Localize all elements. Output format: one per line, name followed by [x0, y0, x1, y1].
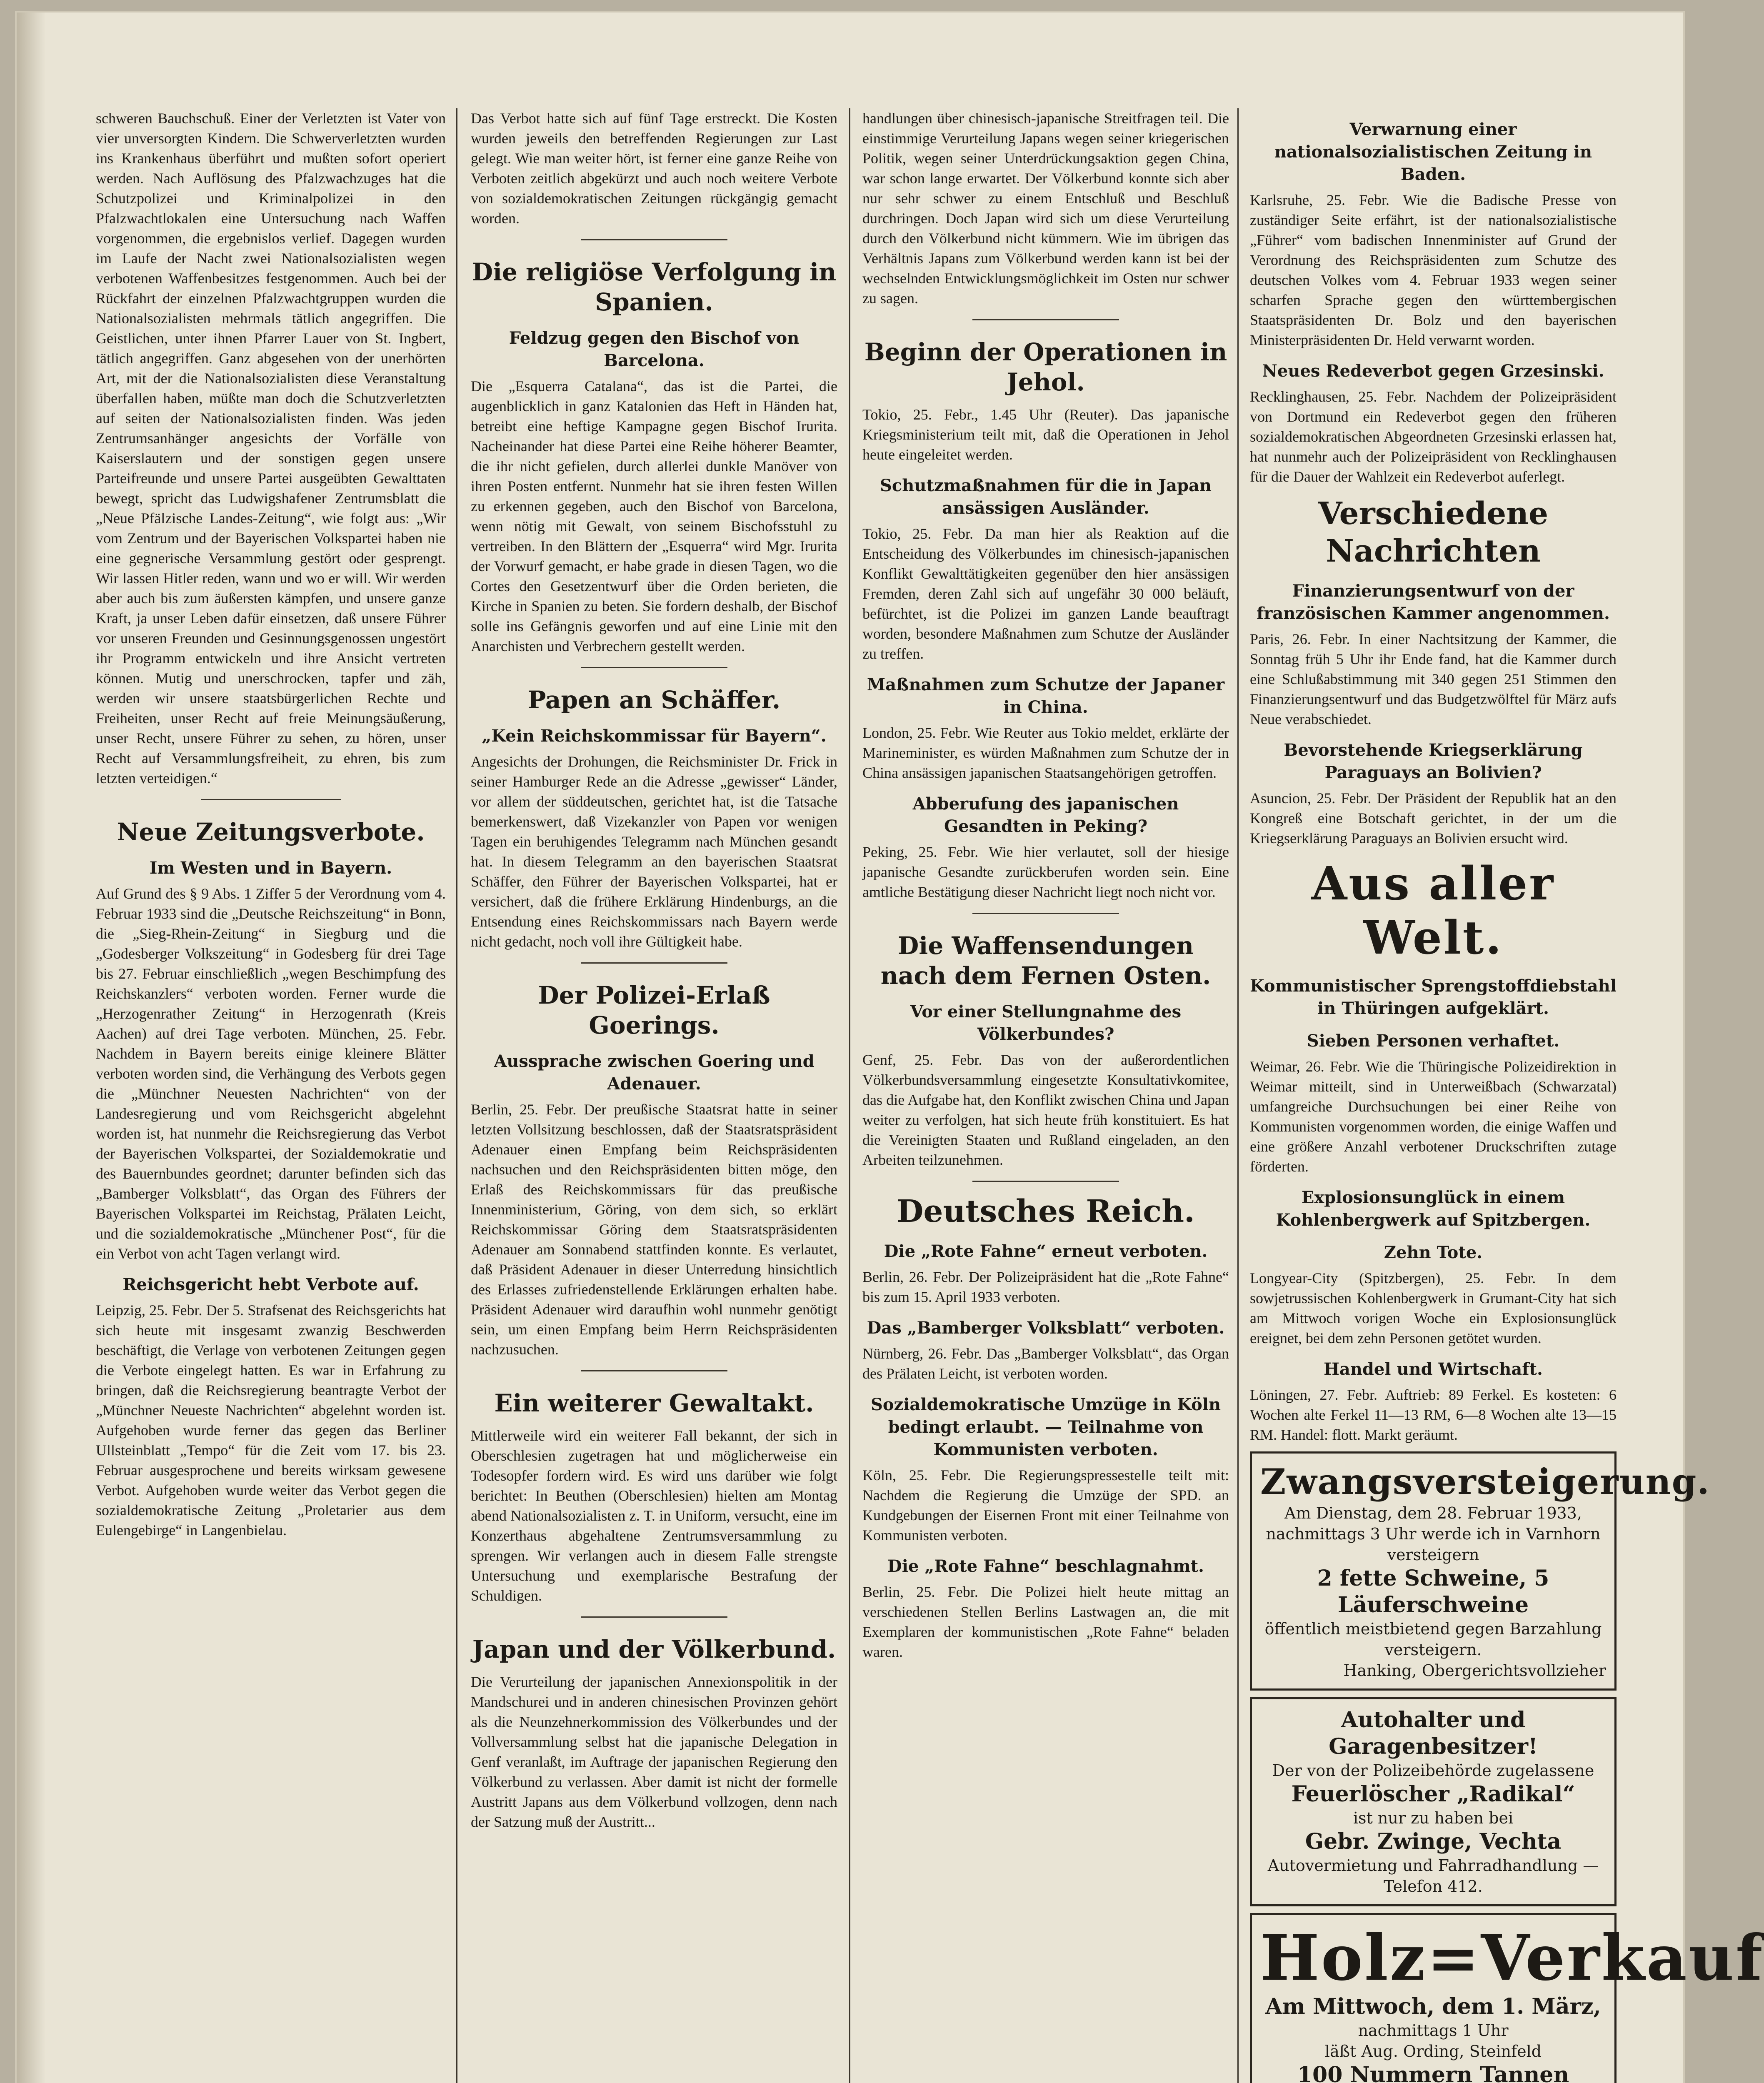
ad-zwangsversteigerung: [1250, 1451, 1710, 1691]
page-margin-fold: [17, 12, 46, 2083]
article-text: Karlsruhe, 25. Febr. Wie die Badische Presse von zuständiger Seite erfährt, ist der nationalsozialistische „Führer“ vom badischen Innenminister auf Grund der Verordnung des Reichspräsidenten zum Schutze des deutschen Volkes vom 4. Februar 1933 wegen seiner scharfen Sprache gegen den württembergischen Staatspräsidenten Dr. Bolz und den bayerischen Ministerpräsidenten Dr. Held verwarnt worden.: [1250, 192, 1617, 348]
headline-reichsgericht: Reichsgericht hebt Verbote auf.: [122, 1275, 419, 1294]
ad-title: Holz=Verkauf: [1260, 1921, 1764, 1995]
column-2: [471, 108, 837, 2083]
subheadline: Abberufung des japanischen Gesandten in Peking?: [912, 794, 1179, 836]
subheadline: Zehn Tote.: [1384, 1243, 1483, 1262]
divider: [201, 799, 341, 800]
article-text: Tokio, 25. Febr. Da man hier als Reaktion auf die Entscheidung des Völkerbundes im chinesisch-japanischen Konflikt Gewalttätigkeiten gegenüber den hier ansässigen Fremden, deren Zahl sich auf ungefähr 30 000 beläuft, befürchtet, ist die Polizei im ganzen Lande beauftragt worden, besondere Maßnahmen zum Schutze der Ausländer zu treffen.: [862, 525, 1229, 662]
article-text: Auf Grund des § 9 Abs. 1 Ziffer 5 der Verordnung vom 4. Februar 1933 sind die „Deutsche Reichszeitung“ in Bonn, die „Sieg-Rhein-Zeitung“ in Siegburg und die „Godesberger Volkszeitung“ in Godesberg für drei Tage bis 27. Februar einschließlich „wegen Beschimpfung des Reichskanzlers“ verboten worden. Ferner wurde die „Herzogenrather Zeitung“ in Herzogenrath (Kreis Aachen) auf drei Tage verboten. München, 25. Febr. Nachdem in Bayern bereits einige kleinere Blätter verboten worden sind, die Verhängung des Verbots gegen die „Münchner Neuesten Nachrichten“ von der Landesregierung und vom Reichsgericht abgelehnt worden ist, hat nunmehr die Reichsregierung das Verbot der Bayerischen Volkspartei, der Sozialdemokratie und des Bauernbundes geordnet; darunter befinden sich das „Bamberger Volksblatt“, das Organ des Führers der Bayerischen Volkspartei im Reichstag, Prälaten Leicht, und die sozialdemokratische „Münchener Post“, für die ein Verbot von acht Tagen verlangt wird.: [96, 885, 446, 1262]
ad-title: Autohalter und Garagenbesitzer!: [1329, 1707, 1538, 1759]
article-text: Das Verbot hatte sich auf fünf Tage erstreckt. Die Kosten wurden jeweils den betreffenden Regierungen zur Last gelegt. Wie man weiter hört, ist ferner eine ganze Reihe von Verboten zeitlich abgekürzt und auch noch weitere Verbote von sozialdemokratischen Zeitungen rückgängig gemacht worden.: [471, 110, 837, 227]
article-text: Tokio, 25. Febr., 1.45 Uhr (Reuter). Das japanische Kriegsministerium teilt mit, daß die Operationen in Jehol heute eingeleitet werden.: [862, 406, 1229, 463]
headline-waffensendungen: Die Waffensendungen nach dem Fernen Osten.: [880, 932, 1211, 990]
article-text: Berlin, 25. Febr. Der preußische Staatsrat hatte in seiner letzten Vollsitzung beschlossen, daß der Staatsratspräsident Adenauer einen Empfang beim Reichspräsidenten nachsuchen und den Reichspräsidenten bitten möge, den Erlaß des Reichskommissars für das preußische Innenministerium, Göring, von dem sich, so erklärt Reichskommissar Göring dem Staatsratspräsidenten Adenauer am Sonnabend stattfinden konnte. Es verlautet, daß Präsident Adenauer in dieser Unterredung hinsichtlich des Erlasses zufriedenstellende Erklärungen erhalten habe. Präsident Adenauer wird daraufhin wohl nunmehr genötigt sein, um einen Empfang beim Herrn Reichspräsidenten nachzusuchen.: [471, 1101, 837, 1358]
section-banner-nachrichten: Verschiedene Nachrichten: [1318, 496, 1549, 569]
subheadline: Die „Rote Fahne“ beschlagnahmt.: [887, 1556, 1204, 1576]
headline-spitzbergen: Explosionsunglück in einem Kohlenbergwerk auf Spitzbergen.: [1276, 1188, 1591, 1230]
column-rule: [456, 108, 457, 2083]
article-text: Longyear-City (Spitzbergen), 25. Febr. In dem sowjetrussischen Kohlenbergwerk in Grumant-City hat sich am Mittwoch vorigen Woche ein Explosionsunglück ereignet, bei dem zehn Personen getötet wurden.: [1250, 1270, 1617, 1346]
subheadline: Sieben Personen verhaftet.: [1307, 1031, 1560, 1051]
divider: [581, 239, 727, 240]
divider: [581, 1616, 727, 1618]
article-text: Angesichts der Drohungen, die Reichsminister Dr. Frick in seiner Hamburger Rede an die Adresse „gewisser“ Länder, vor allem der süddeutschen, gerichtet hat, ist die Tatsache bemerkenswert, daß Vizekanzler von Papen vor wenigen Tagen ein beruhigendes Telegramm nach München gesandt hat. In diesem Telegramm an den bayerischen Staatsrat Schäffer, den Führer der Bayerischen Volkspartei, hat er versichert, daß die frühere Erklärung Hindenburgs, an die Entsendung eines Reichskommissars nach Bayern werde nicht gedacht, noch voll ihre Gültigkeit habe.: [471, 753, 837, 950]
article-text: Paris, 26. Febr. In einer Nachtsitzung der Kammer, die Sonntag früh 5 Uhr ihr Ende fand, hat die Kammer durch eine Schlußabstimmung mit 340 gegen 251 Stimmen den Finanzierungsentwurf und das Budgetzwölftel für März aufs Neue verabschiedet.: [1250, 631, 1617, 727]
ad-text: öffentlich meistbietend gegen Barzahlung versteigern.: [1264, 1620, 1602, 1659]
ad-product: Feuerlöscher „Radikal“: [1291, 1781, 1575, 1807]
article-text: Berlin, 26. Febr. Der Polizeipräsident hat die „Rote Fahne“ bis zum 15. April 1933 verboten.: [862, 1269, 1229, 1305]
article-text: Recklinghausen, 25. Febr. Nachdem der Polizeipräsident von Dortmund ein Redeverbot gegen den früheren sozialdemokratischen Abgeordneten Grzesinski erlassen hat, hat nunmehr auch der Polizeipräsident von Recklinghausen für die Dauer der Wahlzeit ein Redeverbot auferlegt.: [1250, 388, 1617, 485]
ad-feuerloescher: [1250, 1697, 1617, 1906]
divider: [581, 667, 727, 668]
ad-signature: Hanking, Obergerichtsvollzieher: [1343, 1661, 1606, 1680]
article-text: Asuncion, 25. Febr. Der Präsident der Republik hat an den Kongreß eine Botschaft gerichtet, in der um die Kriegserklärung Paraguays an Bolivien ersucht wird.: [1250, 790, 1617, 847]
article-text: London, 25. Febr. Wie Reuter aus Tokio meldet, erklärte der Marineminister, es würden Maßnahmen zum Schutze der in China ansässigen japanischen Staatsangehörigen getroffen.: [862, 724, 1229, 781]
divider: [581, 962, 727, 964]
headline-spanien: Die religiöse Verfolgung in Spanien.: [472, 258, 837, 316]
newspaper-page: [17, 12, 1764, 2083]
headline-papen: Papen an Schäffer.: [527, 686, 781, 714]
column-rule: [849, 108, 850, 2083]
ad-note: Autovermietung und Fahrradhandlung — Telefon 412.: [1267, 1856, 1599, 1896]
article-text: schweren Bauchschuß. Einer der Verletzten ist Vater von vier unversorgten Kindern. Die Schwerverletzten wurden ins Krankenhaus überführt und mußten sofort operiert werden. Nach Auflösung des Pfalzwachzuges hat die Schutzpolizei und Kriminalpolizei in den Pfalzwachtlokalen eine Untersuchung nach Waffen vorgenommen, die ergebnislos verlief. Dagegen wurden im Laufe der Nacht zwei Nationalsozialisten wegen verbotenen Waffenbesitzes festgenommen. Auch bei der Rückfahrt der einzelnen Pfalzwachtgruppen wurden die Nationalsozialisten mehrmals tätlich angegriffen. Die Geistlichen, unter ihnen Pfarrer Lauer von St. Ingbert, tätlich angegriffen. Ganz abgesehen von der unerhörten Art, mit der die Nationalsozialisten diese Veranstaltung überfallen haben, müßte man doch die Schutzverletzten auf seiten der Nationalsozialisten finden. Was jeden Zentrumsanhänger angesichts der Vorfälle von Kaiserslautern und der sonstigen gegen unsere Parteifreunde und unsere Partei ausgeübten Gewalttaten bewegt, spricht das Ludwigshafener Zentrumsblatt die „Neue Pfälzische Landes-Zeitung“, wie folgt aus: „Wir vom Zentrum und der Bayerischen Volkspartei haben nie eine gegnerische Versammlung gestört oder gesprengt. Wir lassen Hitler reden, wann und wo er will. Wir werden aber auch bis zum äußersten kämpfen, und unsere ganze Kraft, ja unser Leben dafür einsetzen, daß unsere Führer vor unseren Freunden und Gesinnungsgenossen ungestört ihr Programm entwickeln und ihre Ansicht vertreten können. Mutig und unerschrocken, tapfer und zäh, werden wir unsere staatsbürgerlichen Rechte und Freiheiten, unser Recht auf freie Meinungsäußerung, unser Recht, unsere Führer zu sehen, zu hören, unser Recht auf Versammlungsfreiheit, zu ehren, bis zum letzten verteidigen.“: [96, 110, 446, 787]
headline-redeverbot: Neues Redeverbot gegen Grzesinski.: [1262, 361, 1604, 381]
ad-text: läßt Aug. Ording, Steinfeld: [1324, 2042, 1542, 2061]
subheadline: Das „Bamberger Volksblatt“ verboten.: [867, 1318, 1225, 1338]
article-text: Mittlerweile wird ein weiterer Fall bekannt, der sich in Oberschlesien zugetragen hat und möglicherweise ein Todesopfer fordern wird. Es wird uns darüber wie folgt berichtet: In Beuthen (Oberschlesien) hielten am Montag abend Nationalsozialisten z. T. in Uniform, versucht, eine im Konzerthaus abgehaltene Zentrumsversammlung zu sprengen. Wir verlangen auch in diesem Falle strengste Untersuchung und exemplarische Bestrafung der Schuldigen.: [471, 1427, 837, 1604]
ad-text: ist nur zu haben bei: [1353, 1809, 1514, 1827]
headline-paraguay: Bevorstehende Kriegserklärung Paraguays an Bolivien?: [1284, 740, 1583, 782]
headline-jehol: Beginn der Operationen in Jehol.: [864, 338, 1227, 396]
ad-title: Zwangsversteigerung.: [1260, 1461, 1710, 1502]
headline-handel: Handel und Wirtschaft.: [1324, 1359, 1543, 1379]
subheadline: Schutzmaßnahmen für die in Japan ansässigen Ausländer.: [880, 476, 1212, 518]
divider: [972, 913, 1119, 914]
subheadline: Sozialdemokratische Umzüge in Köln bedingt erlaubt. — Teilnahme von Kommunisten verboten.: [870, 1395, 1221, 1459]
divider: [972, 319, 1119, 320]
headline-finanz: Finanzierungsentwurf von der französischen Kammer angenommen.: [1257, 581, 1610, 623]
article-text: Genf, 25. Febr. Das von der außerordentlichen Völkerbundsversammlung eingesetzte Konsultativkomitee, das die Aufgabe hat, den Konflikt zwischen China und Japan weiter zu verfolgen, hat sich heute früh konstituiert. Es hat die Vereinigten Staaten und Rußland eingeladen, an den Arbeiten teilzunehmen.: [862, 1051, 1229, 1168]
ad-holzverkauf: [1250, 1913, 1764, 2083]
article-text: handlungen über chinesisch-japanische Streitfragen teil. Die einstimmige Verurteilung Japans wegen seiner kriegerischen Politik, wegen seiner Unterdrückungsaktion gegen China, war schon lange erwartet. Der Völkerbund konnte sich aber nur sehr schwer zu einem Entschluß und Beschluß durchringen. Doch Japan wird sich um diese Verurteilung durch den Völkerbund nicht kümmern. Wie im übrigen das Verhältnis Japans zum Völkerbund werden kann ist bei der wechselnden Entwicklungsmöglichkeit im Osten nur schwer zu sagen.: [862, 110, 1229, 307]
section-banner-aus-aller-welt: Aus aller Welt.: [1311, 857, 1555, 964]
subheadline: Aussprache zwischen Goering und Adenauer.: [494, 1051, 815, 1094]
subheadline: Vor einer Stellungnahme des Völkerbundes?: [910, 1002, 1182, 1044]
ad-lot: 100 Nummern Tannen: [1297, 2062, 1569, 2083]
article-text: Peking, 25. Febr. Wie hier verlautet, soll der hiesige japanische Gesandte zurückberufen worden sein. Eine amtliche Bestätigung dieser Nachricht liegt noch nicht vor.: [862, 844, 1229, 900]
column-4: [1250, 108, 1764, 2083]
article-text: Köln, 25. Febr. Die Regierungspressestelle teilt mit: Nachdem die Regierung die Umzüge der SPD. an Kundgebungen der Eisernen Front mit einer Teilnahme von Kommunisten verboten.: [862, 1467, 1229, 1544]
article-text: Nürnberg, 26. Febr. Das „Bamberger Volksblatt“, das Organ des Prälaten Leicht, ist verboten worden.: [862, 1345, 1229, 1382]
article-text: Die Verurteilung der japanischen Annexionspolitik in der Mandschurei und in anderen chinesischen Provinzen gehört als die Neunzehnerkommission des Völkerbundes und der Vollversammlung selbst hat die japanische Delegation in Genf veranlaßt, im Auftrage der japanischen Regierung den Völkerbund zu verlassen. Aber damit ist nicht der formelle Austritt Japans aus dem Völkerbund vollzogen, denn nach der Satzung muß der Austritt...: [471, 1673, 837, 1830]
article-text: Leipzig, 25. Febr. Der 5. Strafsenat des Reichsgerichts hat sich heute mit insgesamt zwanzig Beschwerden beschäftigt, die Verlage von verbotenen Zeitungen gegen die Verbote eingelegt hatten. Es war in Erfahrung zu bringen, daß die Reichsregierung beantragte Verbot der „Münchner Neueste Nachrichten“ abgelehnt worden ist. Aufgehoben wurde ferner das gegen das Berliner Ullsteinblatt „Tempo“ für die Zeit vom 17. bis 23. Februar ausgesprochene und bereits wirksam gewesene Verbot. Aufgehoben wurde weiter das Verbot gegen die sozialdemokratische Zeitung „Proletarier aus dem Eulengebirge“ in Langenbielau.: [96, 1302, 446, 1539]
ad-firm: Gebr. Zwinge, Vechta: [1305, 1829, 1562, 1854]
subheadline: „Kein Reichskommissar für Bayern“.: [482, 726, 827, 746]
ad-time: nachmittags 1 Uhr: [1358, 2021, 1509, 2040]
ad-text: Am Dienstag, dem 28. Februar 1933, nachmittags 3 Uhr werde ich in Varnhorn versteigern: [1266, 1504, 1601, 1564]
headline-baden: Verwarnung einer nationalsozialistischen Zeitung in Baden.: [1274, 120, 1592, 184]
subheadline: Maßnahmen zum Schutze der Japaner in China.: [867, 675, 1225, 717]
article-text: Berlin, 25. Febr. Die Polizei hielt heute mittag an verschiedenen Stellen Berlins Lastwagen an, die mit Exemplaren der kommunistischen „Rote Fahne“ beladen waren.: [862, 1583, 1229, 1660]
subheadline: Die „Rote Fahne“ erneut verboten.: [884, 1241, 1208, 1261]
headline-gewaltakt: Ein weiterer Gewaltakt.: [494, 1389, 814, 1417]
ad-date: Am Mittwoch, dem 1. März,: [1265, 1994, 1601, 2019]
headline-japan: Japan und der Völkerbund.: [472, 1635, 836, 1663]
headline-zeitungsverbote: Neue Zeitungsverbote.: [117, 818, 425, 846]
section-banner-deutsches-reich: Deutsches Reich.: [897, 1194, 1195, 1229]
subheadline: Feldzug gegen den Bischof von Barcelona.: [509, 328, 800, 370]
column-rule: [1237, 108, 1239, 2083]
article-text: Weimar, 26. Febr. Wie die Thüringische Polizeidirektion in Weimar mitteilt, sind in Unterweißbach (Schwarzatal) umfangreiche Durchsuchungen bei einer Reihe von Kommunisten vorgenommen worden, die einige Waffen und eine größere Anzahl verbotener Druckschriften zutage förderten.: [1250, 1058, 1617, 1175]
article-text: Die „Esquerra Catalana“, das ist die Partei, die augenblicklich in ganz Katalonien das Heft in Händen hat, betreibt eine heftige Kampagne gegen Bischof Irurita. Nacheinander hat diese Partei eine Reihe höherer Beamter, die ihr nicht gefielen, durch allerlei dunkle Manöver von ihren Posten entfernt. Nunmehr hat sie ihren festen Willen zu erkennen gegeben, auch den Bischof von Barcelona, wenn nötig mit Gewalt, von seinem Bischofsstuhl zu vertreiben. In den Blättern der „Esquerra“ wird Mgr. Irurita der Vorwurf gemacht, er habe grade in diesen Tagen, wo die Cortes den Gesetzentwurf über die Orden berieten, die Kirche in Spanien zu beten. Sie fordern deshalb, der Bischof solle ins Gefängnis geworfen und auf eine Linie mit den Anarchisten und Verbrechern gestellt werden.: [471, 378, 837, 654]
column-1: [96, 108, 446, 2083]
headline-goering: Der Polizei-Erlaß Goerings.: [538, 981, 770, 1039]
ad-text: Der von der Polizeibehörde zugelassene: [1272, 1761, 1594, 1780]
divider: [972, 1181, 1119, 1182]
column-3: [862, 108, 1229, 2083]
divider: [581, 1370, 727, 1371]
article-text: Löningen, 27. Febr. Auftrieb: 89 Ferkel. Es kosteten: 6 Wochen alte Ferkel 11—13 RM, 6—8 Wochen alte 13—15 RM. Handel: flott. Markt geräumt.: [1250, 1386, 1617, 1443]
headline-thueringen: Kommunistischer Sprengstoffdiebstahl in Thüringen aufgeklärt.: [1250, 976, 1617, 1018]
ad-items: 2 fette Schweine, 5 Läuferschweine: [1317, 1566, 1549, 1618]
subheadline: Im Westen und in Bayern.: [149, 858, 392, 878]
